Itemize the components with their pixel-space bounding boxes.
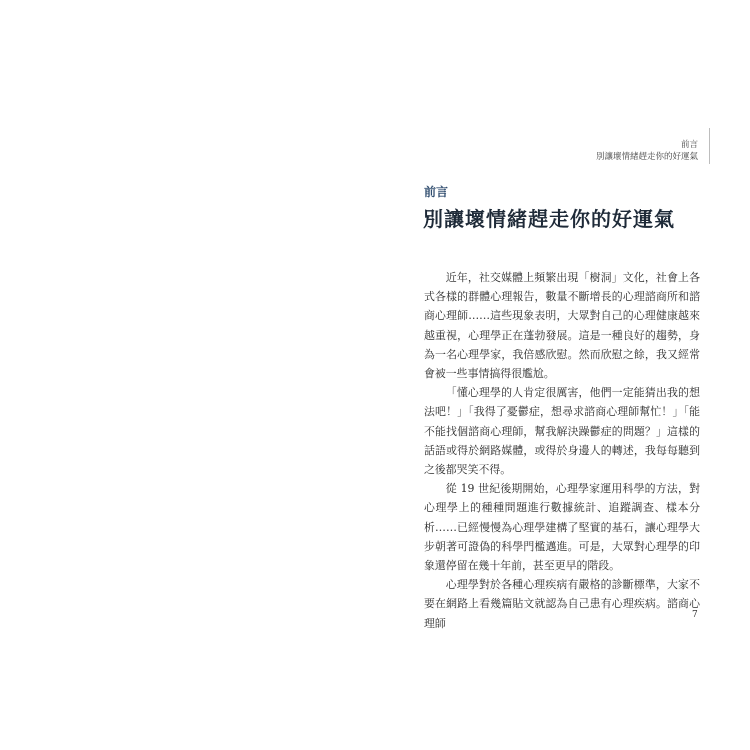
- body-text: [424, 268, 700, 633]
- paragraph: 「懂心理學的人肯定很厲害，他們一定能猜出我的想法吧！」「我得了憂鬱症，想尋求諮商心理師幫忙！」「能不能找個諮商心理師，幫我解決躁鬱症的問題？」這樣的話語或得於網路媒體，或得於身邊人的轉述，我每每聽到之後都哭笑不得。: [424, 386, 700, 477]
- running-header-title: 別讓壞情緒趕走你的好運氣: [595, 152, 698, 162]
- section-label: 前言: [424, 185, 449, 199]
- page-number: 7: [692, 610, 698, 620]
- running-header: [596, 139, 698, 163]
- paragraph: 從 19 世紀後期開始，心理學家運用科學的方法，對心理學上的種種問題進行數據統計、追蹤調查、樣本分析……已經慢慢為心理學建構了堅實的基石，讓心理學大步朝著可證偽的科學門檻邁進。可是，大眾對心理學的印象還停留在幾十年前，甚至更早的階段。: [424, 482, 700, 573]
- header-divider: [709, 128, 710, 164]
- running-header-chapter: 前言: [680, 140, 698, 150]
- paragraph: 近年，社交媒體上頻繁出現「樹洞」文化，社會上各式各樣的群體心理報告，數量不斷增長的心理諮商所和諮商心理師……這些現象表明，大眾對自己的心理健康越來越重視，心理學正在蓬勃發展。這是一種良好的趨勢，身為一名心理學家，我倍感欣慰。然而欣慰之餘，我又經常會被一些事情搞得很尷尬。: [424, 271, 700, 381]
- chapter-title: 別讓壞情緒趕走你的好運氣: [423, 207, 675, 231]
- paragraph: 心理學對於各種心理疾病有嚴格的診斷標準，大家不要在網路上看幾篇貼文就認為自己患有心理疾病。諮商心理師: [424, 578, 700, 630]
